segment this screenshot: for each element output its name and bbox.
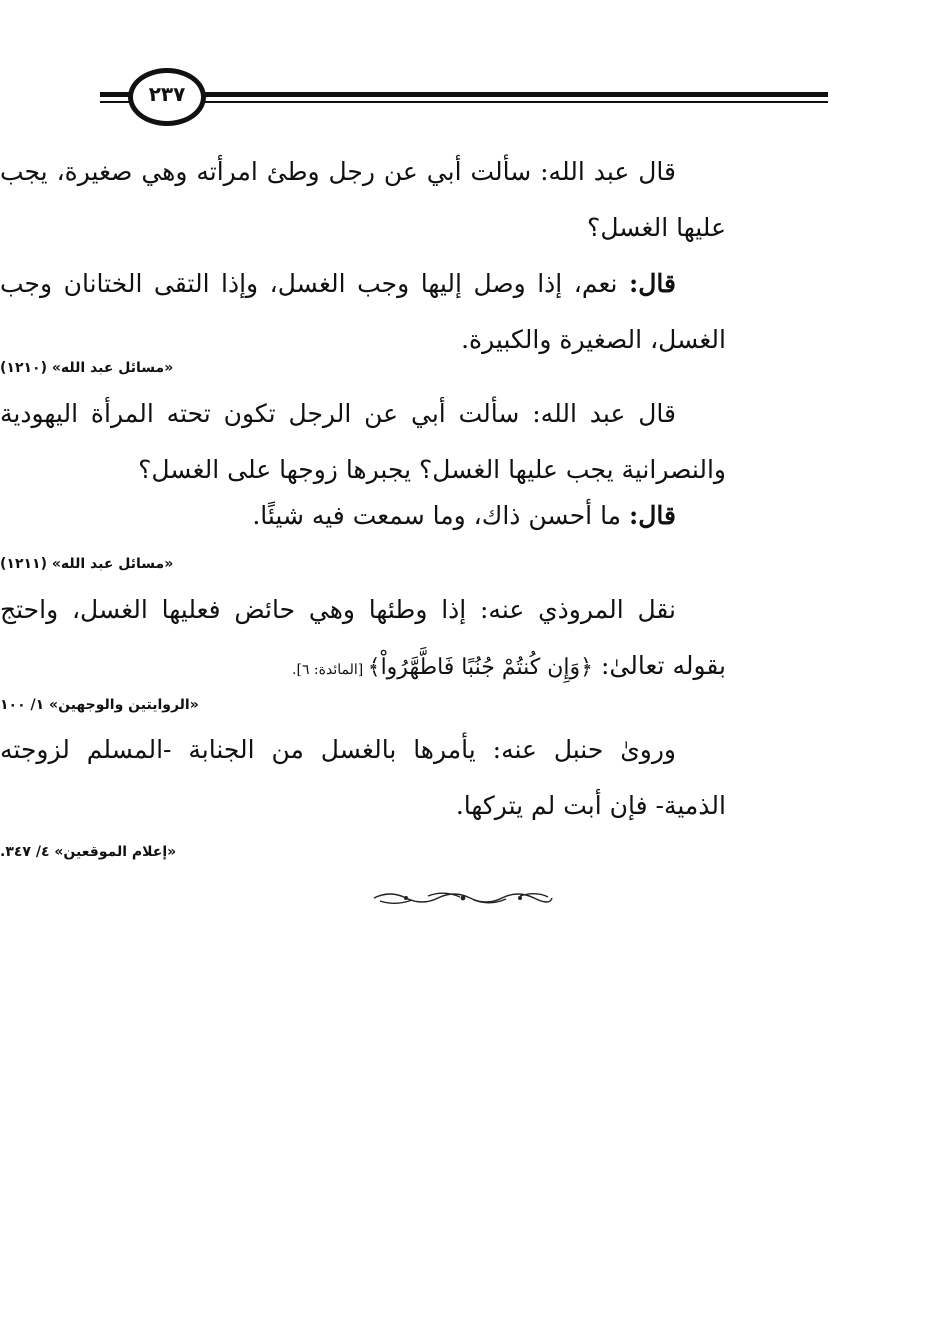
- entry-3-citation: «الروايتين والوجهين» ١/ ١٠٠: [0, 697, 199, 713]
- entry-4-body: وروىٰ حنبل عنه: يأمرها بالغسل من الجنابة -المسلم لزوجته الذمية- فإن أبت لم يتركها.: [0, 735, 726, 820]
- entry-1-answer: [0, 256, 726, 368]
- entry-3-quran-verse: ﴿وَإِن كُنتُمْ جُنُبًا فَاطَّهَّرُواْ﴾: [367, 655, 594, 680]
- entry-3-body: نقل المروذي عنه: إذا وطئها وهي حائض فعليها الغسل، واحتج بقوله تعالىٰ:: [0, 595, 726, 680]
- entry-3-text: [0, 582, 726, 698]
- entry-2-answer: [0, 488, 726, 544]
- entry-1-question: [0, 144, 726, 256]
- entry-2-answer-text: ما أحسن ذاك، وما سمعت فيه شيئًا.: [252, 501, 630, 530]
- section-end-ornament: [370, 888, 556, 908]
- entry-1-citation: «مسائل عبد الله» (١٢١٠): [0, 360, 174, 376]
- entry-1-question-text: قال عبد الله: سألت أبي عن رجل وطئ امرأته وهي صغيرة، يجب عليها الغسل؟: [0, 157, 726, 242]
- page-number: ٢٣٧: [148, 82, 186, 106]
- entry-4-citation: «إعلام الموقعين» ٤/ ٣٤٧.: [0, 844, 177, 860]
- entry-2-question: [0, 386, 726, 498]
- entry-2-question-text: قال عبد الله: سألت أبي عن الرجل تكون تحته المرأة اليهودية والنصرانية يجب عليها الغسل؟ يجبرها زوجها على الغسل؟: [0, 399, 726, 484]
- entry-2-answer-lead: قال:: [629, 501, 676, 530]
- entry-2-citation: «مسائل عبد الله» (١٢١١): [0, 556, 174, 572]
- entry-1-answer-text: نعم، إذا وصل إليها وجب الغسل، وإذا التقى الختانان وجب الغسل، الصغيرة والكبيرة.: [0, 269, 726, 354]
- header-rule-thick: [100, 92, 828, 97]
- page-number-badge: [128, 68, 206, 126]
- entry-4-text: [0, 722, 726, 834]
- entry-1-answer-lead: قال:: [629, 269, 676, 298]
- entry-3-quran-reference: [المائدة: ٦].: [292, 662, 368, 678]
- header-rule-thin: [100, 101, 828, 103]
- page-header: [100, 68, 828, 132]
